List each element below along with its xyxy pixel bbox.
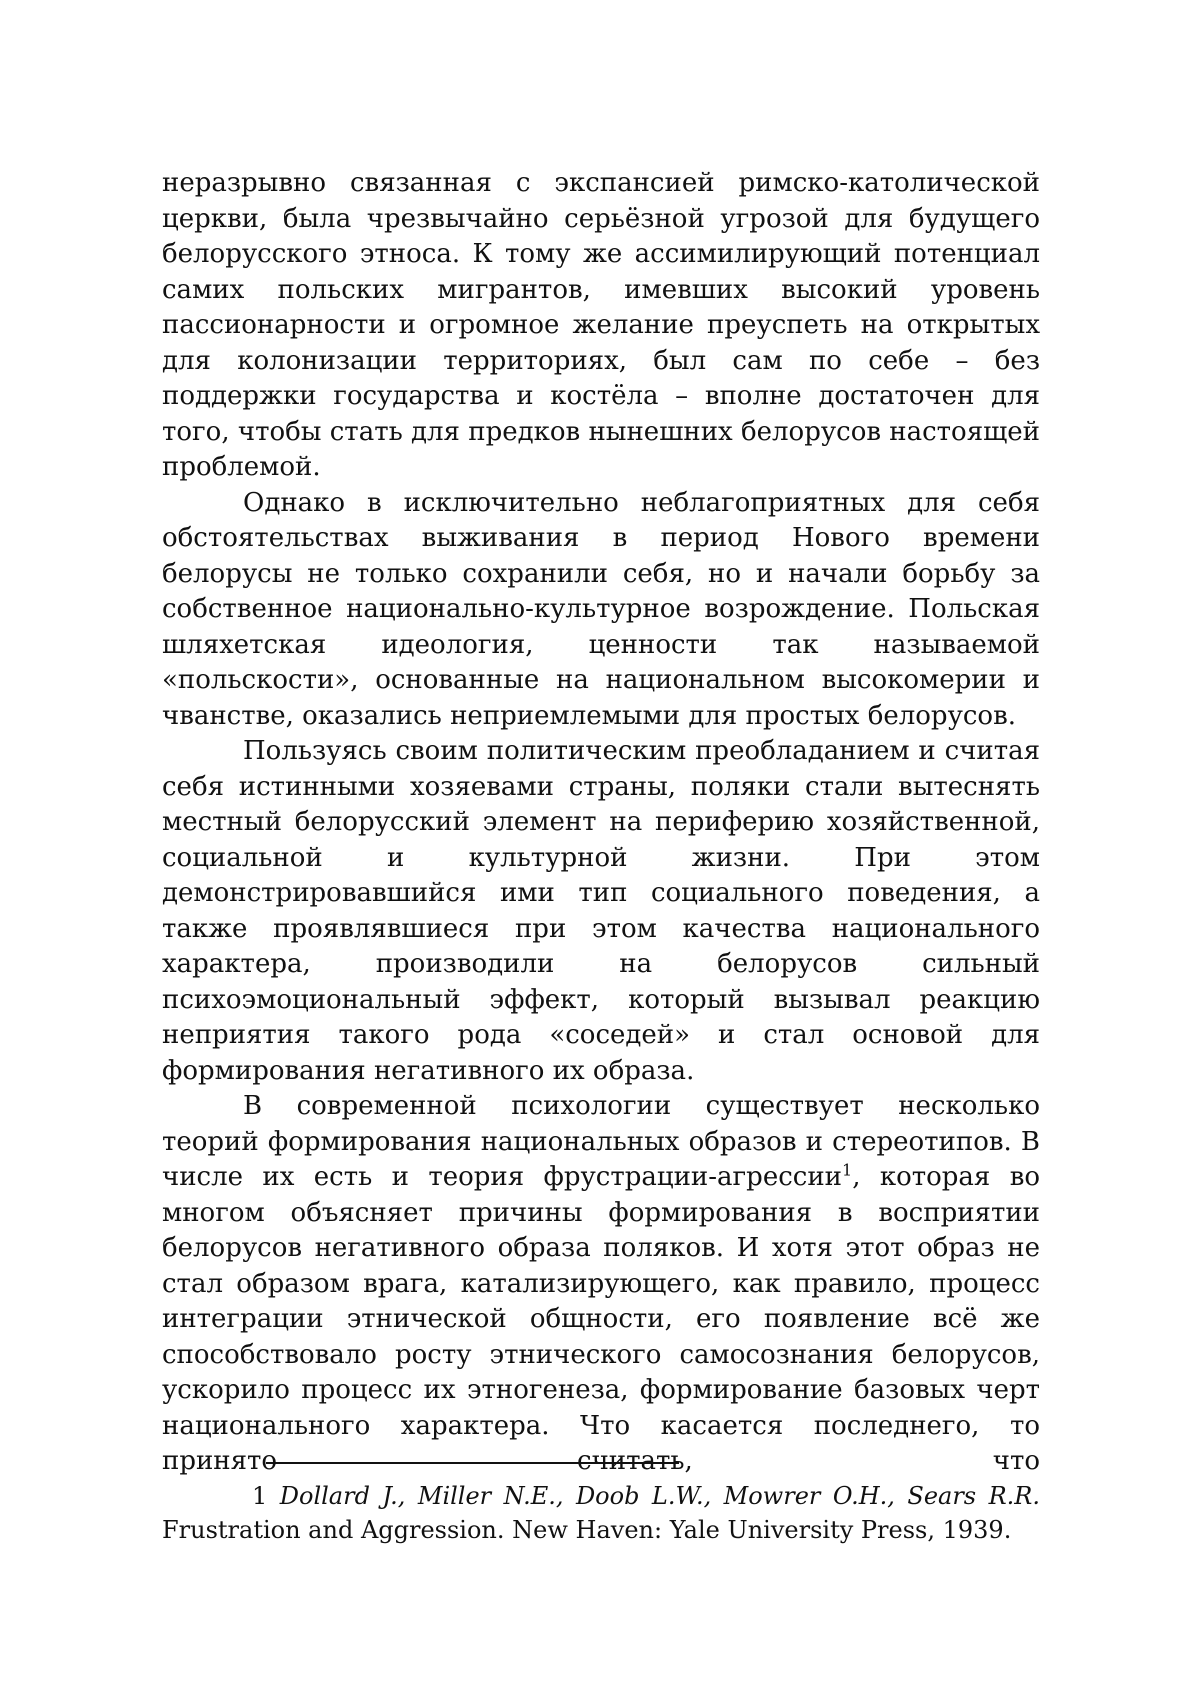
- body-text: [162, 166, 1040, 1480]
- footnote-reference: 1: [842, 1160, 853, 1180]
- footnote-authors: Dollard J., Miller N.E., Doob L.W., Mowrer O.H., Sears R.R.: [279, 1482, 1040, 1510]
- footnote-number: 1: [252, 1482, 268, 1510]
- paragraph-4: [162, 1089, 1040, 1480]
- footnote-text: Frustration and Aggression. New Haven: Yale University Press, 1939.: [162, 1516, 1012, 1544]
- paragraph-1: неразрывно связанная с экспансией римско-католической церкви, была чрезвычайно серьёзной угрозой для будущего белорусского этноса. К тому же ассимилирующий потенциал самих польских мигрантов, имевших высокий уровень пассионарности и огромное желание преуспеть на открытых для колонизации территориях, был сам по себе – без поддержки государства и костёла – вполне достаточен для того, чтобы стать для предков нынешних белорусов настоящей проблемой.: [162, 168, 1040, 482]
- footnote-separator: [266, 1462, 679, 1464]
- footnote: [162, 1479, 1040, 1547]
- paragraph-3: Пользуясь своим политическим преобладанием и считая себя истинными хозяевами страны, поляки стали вытеснять местный белорусский элемент на периферию хозяйственной, социальной и культурной жизни. При этом демонстрировавшийся ими тип социального поведения, а также проявлявшиеся при этом качества национального характера, производили на белорусов сильный психоэмоциональный эффект, который вызывал реакцию неприятия такого рода «соседей» и стал основой для формирования негативного их образа.: [162, 736, 1040, 1086]
- paragraph-2: Однако в исключительно неблагоприятных для себя обстоятельствах выживания в период Нового времени белорусы не только сохранили себя, но и начали борьбу за собственное национально-культурное возрождение. Польская шляхетская идеология, ценности так называемой «польскости», основанные на национальном высокомерии и чванстве, оказались неприемлемыми для простых белорусов.: [162, 487, 1040, 731]
- paragraph-4-text-before: В современной психологии существует несколько теорий формирования национальных образов и стереотипов. В числе их есть и теория фрустрации-агрессии: [162, 1091, 1040, 1192]
- paragraph-4-text-after: , которая во многом объясняет причины формирования в восприятии белорусов негативного образа поляков. И хотя этот образ не стал образом врага, катализирующего, как правило, процесс интеграции этнической общности, его появление всё же способствовало росту этнического самосознания белорусов, ускорило процесс их этногенеза, формирование базовых черт национального характера. Что касается последнего, то принято считать, что: [162, 1162, 1040, 1476]
